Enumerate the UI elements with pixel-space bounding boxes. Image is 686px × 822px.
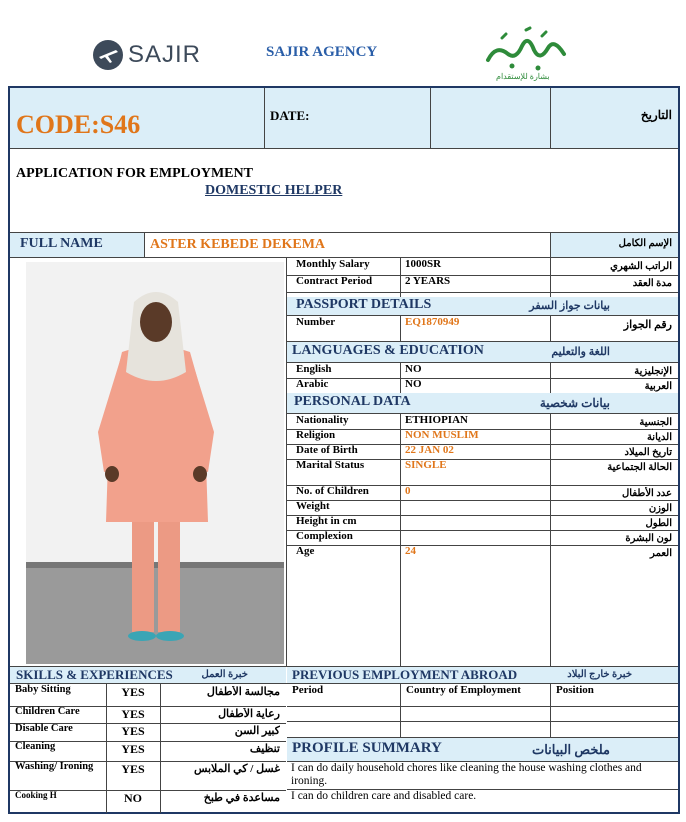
skill-row-label-ar: مساعدة في طبخ bbox=[203, 792, 280, 804]
bishara-calligraphy-icon bbox=[482, 24, 570, 74]
skills-title-ar: خبرة العمل bbox=[201, 669, 248, 680]
personal-title: PERSONAL DATA bbox=[294, 394, 411, 409]
date-label: DATE: bbox=[270, 108, 310, 123]
personal-row-label: Weight bbox=[296, 500, 330, 512]
personal-row-label-ar: الطول bbox=[645, 518, 672, 529]
personal-row-label: Religion bbox=[296, 429, 336, 441]
skills-title: SKILLS & EXPERIENCES bbox=[16, 667, 173, 682]
application-title: APPLICATION FOR EMPLOYMENT bbox=[16, 166, 253, 181]
profile-title: PROFILE SUMMARY bbox=[292, 740, 442, 756]
full-name-label-ar: الإسم الكامل bbox=[618, 238, 672, 249]
personal-row-value: NON MUSLIM bbox=[405, 429, 479, 441]
profile-title-ar: ملخص البيانات bbox=[531, 742, 610, 757]
personal-row-label-ar: الجنسية bbox=[639, 417, 672, 428]
skill-row-label: Disable Care bbox=[15, 723, 73, 734]
previous-title: PREVIOUS EMPLOYMENT ABROAD bbox=[292, 667, 518, 682]
language-row-label: English bbox=[296, 363, 332, 375]
personal-row-label: Date of Birth bbox=[296, 444, 358, 456]
skill-row-label: Children Care bbox=[15, 706, 80, 717]
languages-title-ar: اللغة والتعليم bbox=[551, 346, 610, 358]
col-period: Period bbox=[292, 684, 324, 696]
skill-row-label: Washing/ Ironing bbox=[15, 761, 94, 772]
skill-row-label: Cooking H bbox=[15, 790, 57, 800]
passport-number-value: EQ1870949 bbox=[405, 316, 460, 328]
personal-row-value: SINGLE bbox=[405, 459, 447, 471]
profile-line-1: I can do daily household chores like cleaning the house washing clothes and ironing. bbox=[291, 762, 642, 787]
personal-row-label: Marital Status bbox=[296, 459, 365, 471]
skill-row-label-ar: تنظيف bbox=[249, 743, 280, 755]
language-row-label-ar: العربية bbox=[644, 381, 672, 392]
languages-title: LANGUAGES & EDUCATION bbox=[292, 343, 484, 358]
applicant-photo bbox=[26, 262, 284, 664]
skill-row-value: NO bbox=[124, 792, 142, 805]
contract-row-value: 1000SR bbox=[405, 258, 442, 270]
passport-number-label-ar: رقم الجواز bbox=[623, 319, 672, 331]
skill-row-label-ar: غسل / كي الملابس bbox=[193, 763, 280, 775]
contract-row-label: Monthly Salary bbox=[296, 258, 370, 270]
personal-row-value: ETHIOPIAN bbox=[405, 414, 468, 426]
skill-row-value: YES bbox=[121, 725, 145, 738]
language-row-value: NO bbox=[405, 378, 422, 390]
passport-number-label: Number bbox=[296, 316, 336, 328]
skill-row-value: YES bbox=[121, 708, 145, 721]
personal-row-label-ar: لون البشرة bbox=[625, 533, 672, 544]
language-row-label: Arabic bbox=[296, 378, 329, 390]
contract-row-label: Contract Period bbox=[296, 275, 373, 287]
language-row-value: NO bbox=[405, 363, 422, 375]
skill-row-label-ar: مجالسة الأطفال bbox=[206, 686, 280, 698]
sajir-logo-text: SAJIR bbox=[128, 41, 202, 68]
personal-title-ar: بيانات شخصية bbox=[539, 396, 610, 410]
profile-line-2: I can do children care and disabled care. bbox=[291, 790, 477, 802]
language-row-label-ar: الإنجليزية bbox=[634, 366, 672, 377]
personal-row-label-ar: الديانة bbox=[646, 432, 672, 443]
date-label-ar: التاريخ bbox=[640, 108, 672, 122]
personal-row-label-ar: العمر bbox=[650, 548, 672, 559]
domestic-helper-title: DOMESTIC HELPER bbox=[205, 183, 343, 198]
personal-row-label: No. of Children bbox=[296, 485, 369, 497]
contract-row-value: 2 YEARS bbox=[405, 275, 451, 287]
contract-row-label-ar: مدة العقد bbox=[632, 278, 672, 289]
personal-row-value: 0 bbox=[405, 485, 411, 497]
personal-row-label-ar: تاريخ الميلاد bbox=[624, 447, 672, 458]
skill-row-label: Baby Sitting bbox=[15, 684, 71, 695]
agency-name: SAJIR AGENCY bbox=[266, 44, 378, 60]
personal-row-label: Nationality bbox=[296, 414, 349, 426]
full-name-label: FULL NAME bbox=[20, 236, 103, 251]
skill-row-value: YES bbox=[121, 743, 145, 756]
skill-row-value: YES bbox=[121, 686, 145, 699]
plane-icon bbox=[92, 39, 124, 71]
passport-title: PASSPORT DETAILS bbox=[296, 297, 432, 312]
personal-row-label-ar: الحالة الجتماعية bbox=[607, 462, 672, 473]
skill-row-label-ar: رعاية الأطفال bbox=[218, 708, 280, 720]
passport-title-ar: بيانات جواز السفر bbox=[529, 300, 610, 312]
skill-row-label: Cleaning bbox=[15, 741, 56, 752]
contract-row-label-ar: الراتب الشهري bbox=[610, 261, 672, 272]
personal-row-label: Height in cm bbox=[296, 515, 357, 527]
personal-row-label-ar: عدد الأطفال bbox=[622, 488, 672, 499]
skill-row-value: YES bbox=[121, 763, 145, 776]
personal-row-label: Complexion bbox=[296, 530, 353, 542]
personal-row-value: 22 JAN 02 bbox=[405, 444, 454, 456]
personal-row-label: Age bbox=[296, 545, 315, 557]
bishara-logo bbox=[482, 24, 570, 86]
personal-row-label-ar: الوزن bbox=[648, 503, 672, 514]
skill-row-label-ar: كبير السن bbox=[234, 725, 280, 737]
bishara-logo-text: بشارة للإستقدام bbox=[496, 72, 550, 81]
previous-title-ar: خبرة خارج البلاد bbox=[567, 669, 632, 680]
col-position: Position bbox=[556, 684, 594, 696]
code-value: CODE:S46 bbox=[16, 110, 141, 139]
full-name-value: ASTER KEBEDE DEKEMA bbox=[150, 237, 326, 252]
personal-row-value: 24 bbox=[405, 545, 416, 557]
sajir-logo bbox=[92, 38, 202, 72]
col-country: Country of Employment bbox=[406, 684, 521, 696]
